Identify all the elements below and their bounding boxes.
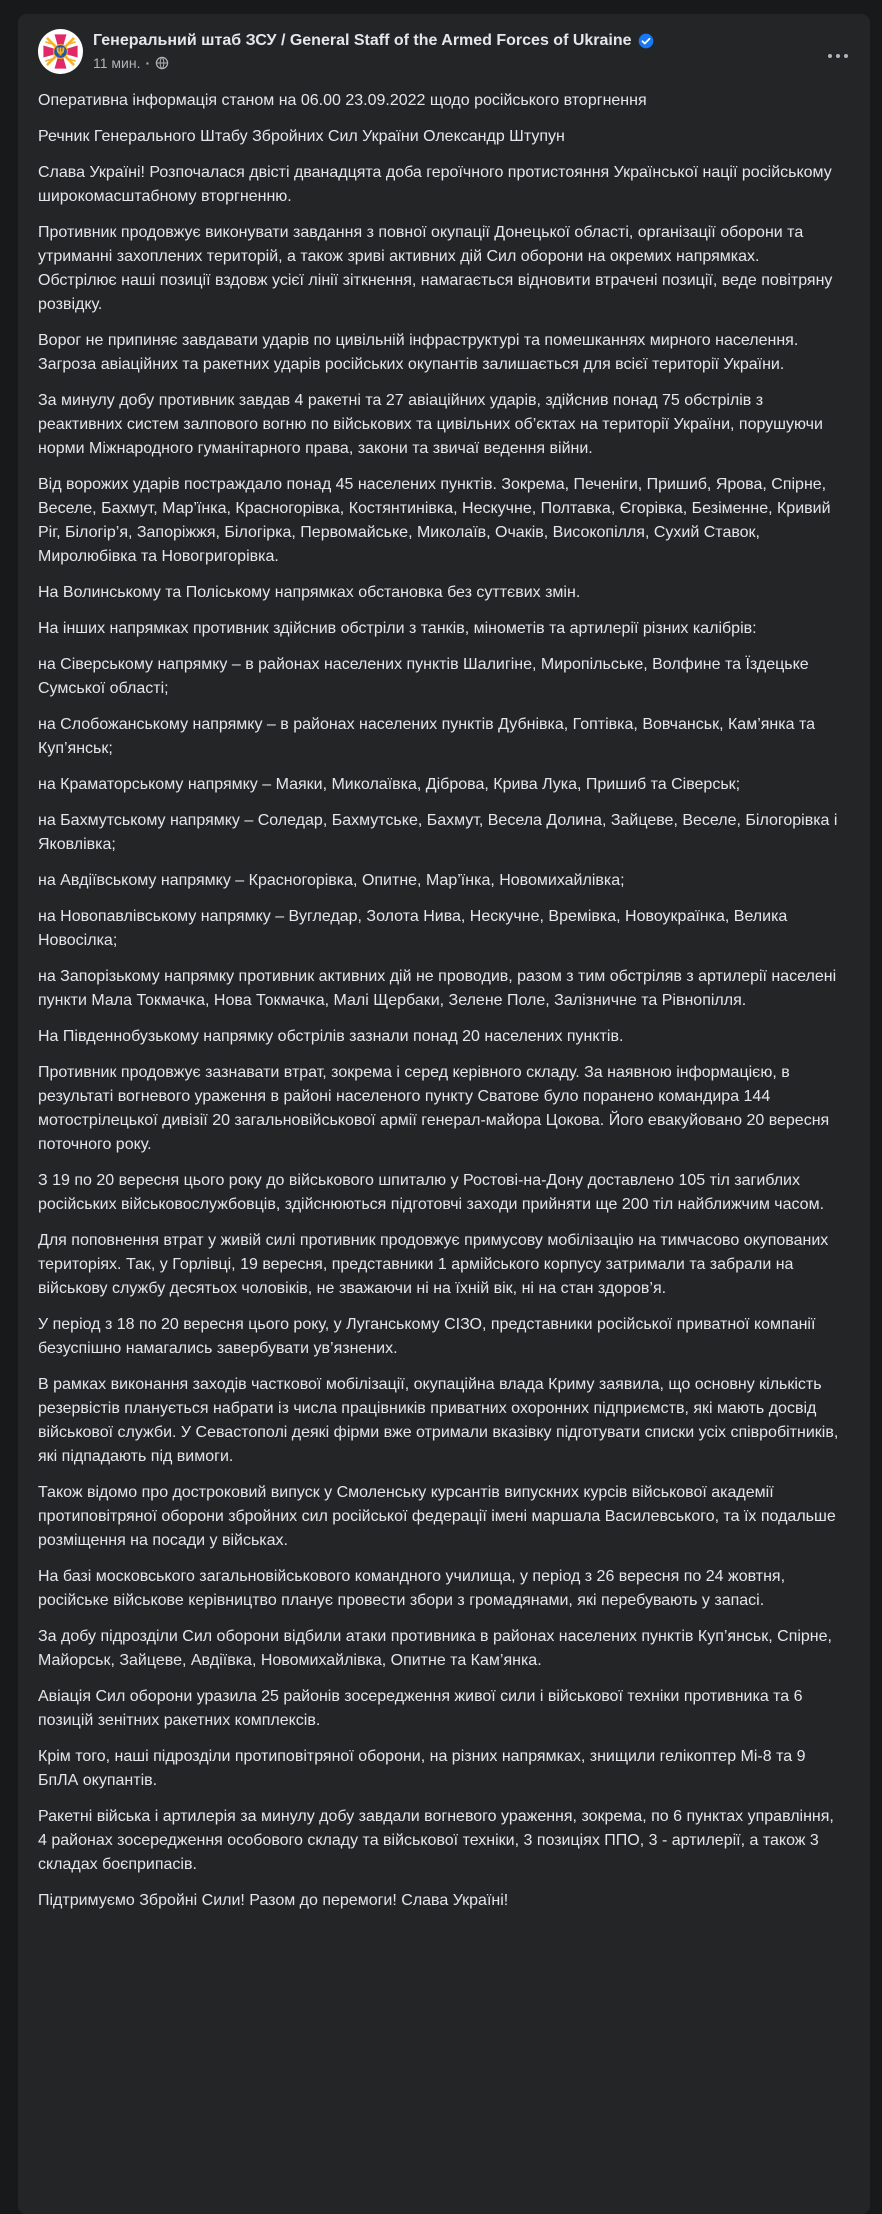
post-paragraph: Речник Генерального Штабу Збройних Сил України Олександр Штупун [38,128,565,145]
post-paragraph: На Волинському та Поліському напрямках обстановка без суттєвих змін. [38,584,581,601]
post-paragraph: На Південнобузькому напрямку обстрілів зазнали понад 20 населених пунктів. [38,1028,624,1045]
post-text-body [18,74,870,1937]
page-name-link[interactable] [93,30,654,51]
post-paragraph: на Сіверському напрямку – в районах населених пунктів Шалигіне, Миропільське, Волфине та Їздецьке Сумської області; [38,656,809,697]
post-paragraph: Також відомо про достроковий випуск у Смоленську курсантів випускних курсів військової академії протиповітряної оборони збройних сил російської федерації імені маршала Василевського, та їх подальше розміщення на посади у військах. [38,1484,836,1549]
post-paragraph: Авіація Сил оборони уразила 25 районів зосередження живої сили і військової техніки противника та 6 позицій зенітних ракетних комплексів. [38,1688,803,1729]
post-header [18,14,870,74]
page-avatar[interactable] [38,29,83,74]
meta-separator: · [145,55,151,71]
post-paragraph: на Бахмутському напрямку – Соледар, Бахмутське, Бахмут, Весела Долина, Зайцеве, Веселе, Білогорівка і Яковлівка; [38,812,838,853]
ellipsis-icon [828,54,849,59]
verified-badge-icon [638,33,654,49]
post-paragraph: на Авдіївському напрямку – Красногорівка, Опитне, Мар’їнка, Новомихайлівка; [38,872,625,889]
post-paragraph: на Запорізькому напрямку противник активних дій не проводив, разом з тим обстріляв з артилерії населені пункти Мала Токмачка, Нова Токмачка, Малі Щербаки, Зелене Поле, Залізничне та Рівнопілля. [38,968,837,1009]
post-paragraph: Від ворожих ударів постраждало понад 45 населених пунктів. Зокрема, Печеніги, Пришиб, Ярова, Спірне, Веселе, Бахмут, Мар’їнка, Красногорівка, Костянтинівка, Нескучне, Полтавка, Єгорівка, Безіменне, Кривий Ріг, Білогір’я, Запоріжжя, Білогірка, Первомайське, Миколаїв, Очаків, Високопілля, Сухий Ставок, Миролюбівка та Новогригорівка. [38,476,831,565]
post-paragraph: У період з 18 по 20 вересня цього року, у Луганському СІЗО, представники російської приватної компанії безуспішно намагались завербувати ув’язнених. [38,1316,816,1357]
post-paragraph: На інших напрямках противник здійснив обстріли з танків, мінометів та артилерії різних калібрів: [38,620,757,637]
post-paragraph: Для поповнення втрат у живій силі противник продовжує примусову мобілізацію на тимчасово окупованих територіях. Так, у Горлівці, 19 вересня, представники 1 армійського корпусу затримали та забрали на військову службу десятьох чоловіків, не зважаючи ні на їхній вік, ні на стан здоров’я. [38,1232,829,1297]
post-paragraph: За добу підрозділи Сил оборони відбили атаки противника в районах населених пунктів Куп’янськ, Спірне, Майорськ, Зайцеве, Авдіївка, Новомихайлівка, Опитне та Кам’янка. [38,1628,832,1669]
post-paragraph: на Слобожанському напрямку – в районах населених пунктів Дубнівка, Гоптівка, Вовчанськ, Кам’янка та Куп’янськ; [38,716,815,757]
page-name: Генеральний штаб ЗСУ / General Staff of the Armed Forces of Ukraine [93,32,632,49]
post-paragraph: на Новопавлівському напрямку – Вугледар, Золота Нива, Нескучне, Времівка, Новоукраїнка, Велика Новосілка; [38,908,788,949]
post-paragraph: Оперативна інформація станом на 06.00 23.09.2022 щодо російського вторгнення [38,92,647,109]
post-paragraph: Противник продовжує зазнавати втрат, зокрема і серед керівного складу. За наявною інформацією, в результаті вогневого ураження в районі населеного пункту Сватове було поранено командира 144 мотострілецької дивізії 20 загальновійськової армії генерал-майора Цокова. Його евакуйовано 20 вересня поточного року. [38,1064,830,1153]
post-paragraph: Крім того, наші підрозділи протиповітряної оборони, на різних напрямках, знищили гелікоптер Мі-8 та 9 БпЛА окупантів. [38,1748,806,1789]
post-paragraph: За минулу добу противник завдав 4 ракетні та 27 авіаційних ударів, здійснив понад 75 обстрілів з реактивних систем залпового вогню по військових та цивільних об’єктах на території України, порушуючи норми Міжнародного гуманітарного права, закони та звичаї ведення війни. [38,392,823,457]
post-paragraph: Слава Україні! Розпочалася двісті дванадцята доба героїчного протистояння Української нації російському широкомасштабному вторгненню. [38,164,832,205]
public-globe-icon [155,56,169,70]
post-header-text [93,29,654,71]
post-paragraph: З 19 по 20 вересня цього року до військового шпиталю у Ростові-на-Дону доставлено 105 тіл загиблих російських військовослужбовців, здійснюються підготовчі заходи прийняти ще 200 тіл найближчим часом. [38,1172,825,1213]
svg-text:Ψ: Ψ [56,46,65,59]
post-paragraph: Ракетні війська і артилерія за минулу добу завдали вогневого ураження, зокрема, по 6 пунктах управління, 4 районах зосередження особового складу та військової техніки, 3 позиціях ППО, 3 - артилерії, а також 3 складах боєприпасів. [38,1808,834,1873]
post-paragraph: Противник продовжує виконувати завдання з повної окупації Донецької області, організації оборони та утриманні захоплених територій, а також зриві активних дій Сил оборони на окремих напрямках. Обстрілює наші позиції вздовж усієї лінії зіткнення, намагається відновити втрачені позиції, веде повітряну розвідку. [38,224,833,313]
post-paragraph: Підтримуємо Збройні Сили! Разом до перемоги! Слава Україні! [38,1892,509,1909]
post-timestamp[interactable]: 11 мин. [93,55,141,71]
post-paragraph: на Краматорському напрямку – Маяки, Миколаївка, Діброва, Крива Лука, Пришиб та Сіверськ; [38,776,741,793]
post-paragraph: Ворог не припиняє завдавати ударів по цивільній інфраструктурі та помешканнях мирного населення. Загроза авіаційних та ракетних ударів російських окупантів залишається для всієї території України. [38,332,799,373]
post-paragraph: На базі московського загальновійськового командного училища, у період з 26 вересня по 24 жовтня, російське військове керівництво планує провести збори з громадянами, які перебувають у запасі. [38,1568,786,1609]
general-staff-emblem-icon [40,31,81,72]
post-meta-row [93,55,654,71]
facebook-post-card [18,14,870,2214]
post-paragraph: В рамках виконання заходів часткової мобілізації, окупаційна влада Криму заявила, що основну кількість резервістів планується набрати із числа працівників приватних охоронних підприємств, які мають досвід військової служби. У Севастополі деякі фірми вже отримали вказівку підготувати списки усіх співробітників, які підпадають під вимоги. [38,1376,839,1465]
post-options-button[interactable] [820,38,856,74]
